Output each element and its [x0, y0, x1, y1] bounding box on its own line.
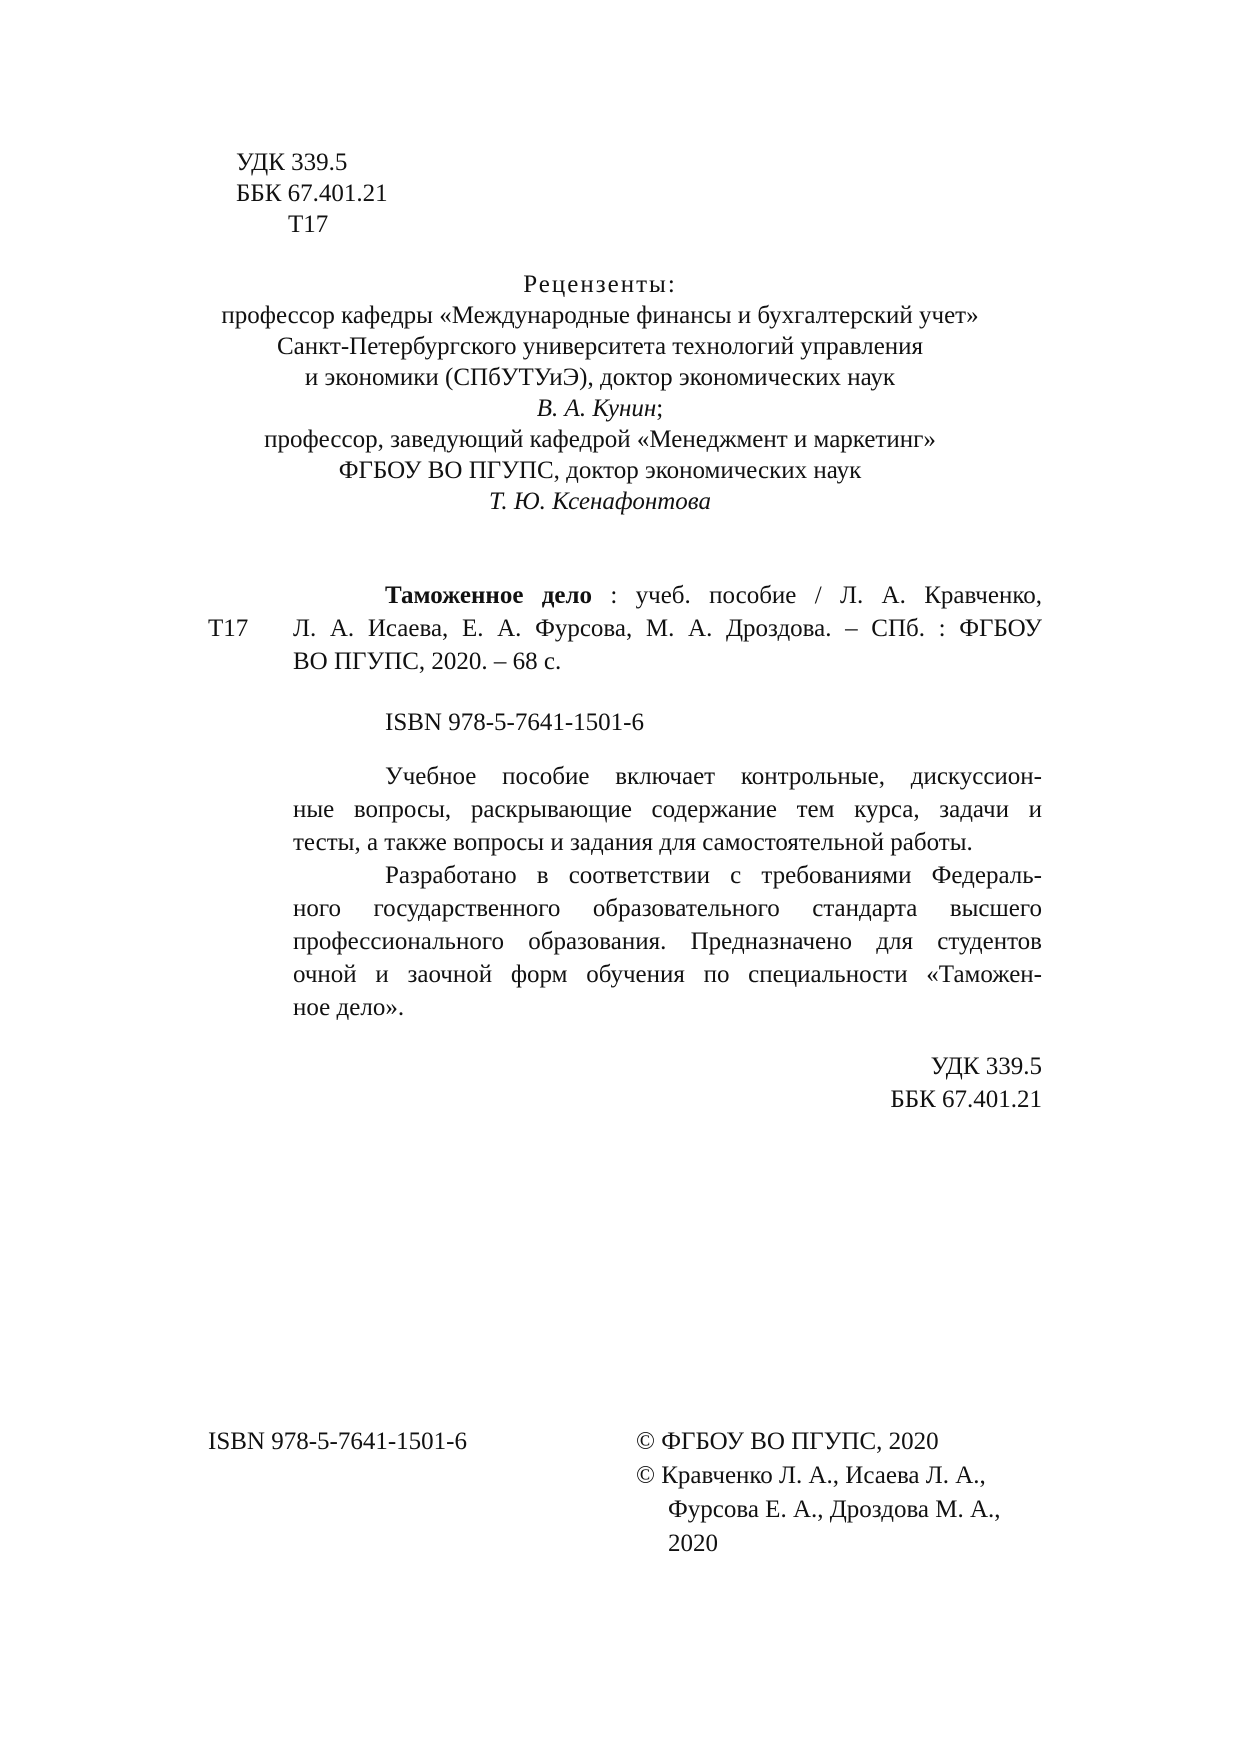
bibliographic-line: ВО ПГУПС, 2020. – 68 с.: [293, 648, 562, 675]
reviewer1-line: и экономики (СПбУТУиЭ), доктор экономических наук: [304, 364, 896, 391]
udk-code: УДК 339.5: [930, 1053, 1042, 1080]
annotation-line: Учебное пособие включает контрольные, дискуссион-: [385, 763, 1042, 790]
reviewer1-line: Санкт-Петербургского университета технологий управления: [276, 333, 924, 360]
reviewer2-line: профессор, заведующий кафедрой «Менеджмент и маркетинг»: [264, 426, 936, 453]
annotation-line: ные вопросы, раскрывающие содержание тем курса, задачи и: [293, 796, 1042, 823]
annotation-line: профессионального образования. Предназначено для студентов: [293, 928, 1042, 955]
book-title: Таможенное дело: [385, 582, 593, 609]
bibliographic-line: [293, 581, 1042, 614]
copyright-line: © ФГБОУ ВО ПГУПС, 2020: [636, 1428, 939, 1455]
annotation-line: Разработано в соответствии с требованиями Федераль-: [385, 862, 1042, 889]
annotation-line: ного государственного образовательного стандарта высшего: [293, 895, 1042, 922]
annotation: [293, 762, 1042, 1026]
copyright-line: 2020: [668, 1530, 718, 1557]
bbk-code: ББК 67.401.21: [236, 180, 388, 207]
annotation-line: тесты, а также вопросы и задания для самостоятельной работы.: [293, 829, 973, 856]
reviewers-heading: Рецензенты:: [523, 271, 677, 298]
isbn-footer: ISBN 978-5-7641-1501-6: [208, 1428, 468, 1455]
card-author-mark: Т17: [208, 615, 249, 642]
reviewer2-line: ФГБОУ ВО ПГУПС, доктор экономических наук: [338, 457, 862, 484]
udk-code: УДК 339.5: [236, 149, 348, 176]
bibliographic-line: Л. А. Исаева, Е. А. Фурсова, М. А. Дроздова. – СПб. : ФГБОУ: [293, 615, 1042, 642]
author-mark: Т17: [288, 211, 329, 238]
copyright-line: Фурсова Е. А., Дроздова М. А.,: [668, 1496, 1001, 1523]
bbk-code: ББК 67.401.21: [890, 1086, 1042, 1113]
reviewers-block: [150, 270, 1050, 518]
annotation-line: очной и заочной форм обучения по специальности «Таможен-: [293, 961, 1042, 988]
bibliographic-entry: [293, 581, 1042, 680]
copyright-block: [636, 1427, 1001, 1563]
isbn-card: ISBN 978-5-7641-1501-6: [385, 709, 645, 736]
reviewer2-name: Т. Ю. Ксенафонтова: [489, 488, 711, 515]
annotation-line: ное дело».: [293, 994, 405, 1021]
classification-codes-bottom: [793, 1052, 1042, 1118]
reviewer1-name-line: [150, 394, 1050, 425]
reviewer1-name: В. А. Кунин: [536, 395, 657, 422]
copyright-line: © Кравченко Л. А., Исаева Л. А.,: [636, 1462, 986, 1489]
reviewer1-line: профессор кафедры «Международные финансы и бухгалтерский учет»: [221, 302, 979, 329]
classification-codes-top: [236, 148, 388, 241]
bibliographic-line-rest: : учеб. пособие / Л. А. Кравченко,: [592, 582, 1042, 609]
reviewer1-separator: ;: [656, 395, 664, 422]
